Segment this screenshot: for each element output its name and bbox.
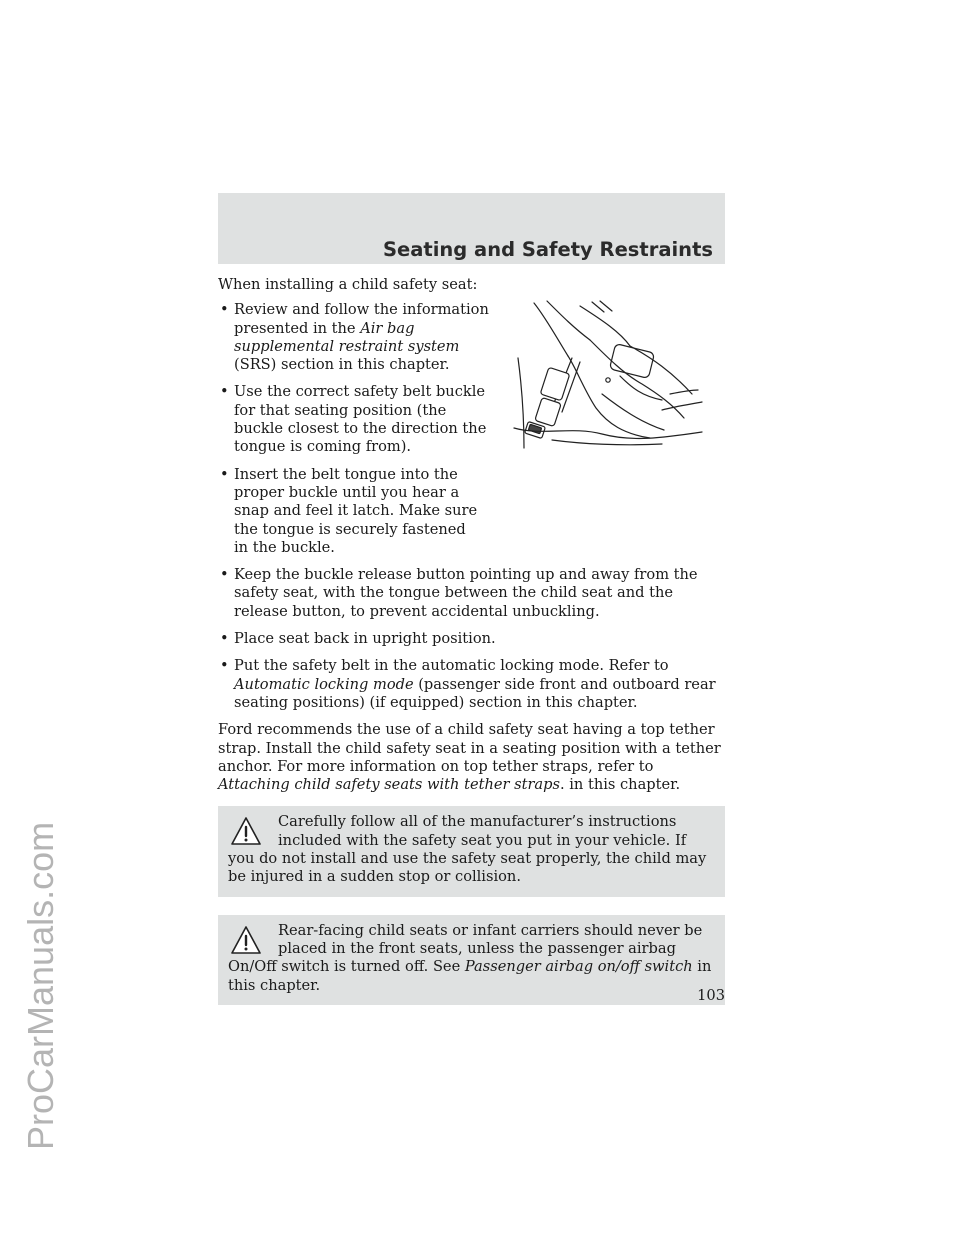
airbag-switch-reference: Passenger airbag on/off switch xyxy=(464,958,693,976)
watermark-text: ProCarManuals.com xyxy=(20,821,61,1150)
warning-box: Rear-facing child seats or infant carriers should never be placed in the front seats, unless the passenger airbag On/Off switch is turned off. See Passenger airbag on/off switch in this chapter. xyxy=(218,915,725,1005)
srs-section-reference: Air bag supplemental restraint system xyxy=(234,319,460,355)
intro-text: When installing a child safety seat: xyxy=(218,276,478,293)
warning-triangle-icon xyxy=(230,925,262,955)
warning-box xyxy=(218,806,725,896)
installation-steps-list xyxy=(218,301,725,712)
locking-mode-reference: Automatic locking mode xyxy=(234,675,414,693)
section-header xyxy=(218,193,725,264)
list-item: • Keep the buckle release button pointing up and away from the safety seat, with the tongue between the child seat and the release button, to prevent accidental unbuckling. xyxy=(218,566,725,621)
section-title: Seating and Safety Restraints xyxy=(382,238,713,261)
warning-triangle-icon xyxy=(230,816,262,846)
list-item: • Put the safety belt in the automatic locking mode. Refer to Automatic locking mode (passenger side front and outboard rear seating positions) (if equipped) section in this chapter. xyxy=(218,657,725,712)
list-item: • Place seat back in upright position. xyxy=(218,630,725,648)
list-item: • Use the correct safety belt buckle for that seating position (the buckle closest to the direction the tongue is coming from). xyxy=(218,383,494,456)
page-number: 103 xyxy=(697,987,725,1004)
page-content xyxy=(218,276,725,1023)
tether-section-reference: Attaching child safety seats with tether straps xyxy=(218,776,560,794)
tether-paragraph: Ford recommends the use of a child safety seat having a top tether strap. Install the child safety seat in a seating position with a tether anchor. For more information on top tether straps, refer to Attaching child safety seats with tether straps. in this chapter. xyxy=(218,721,721,794)
warning-text: Carefully follow all of the manufacturer’s instructions included with the safety seat you put in your vehicle. If you do not install and use the safety seat properly, the child may be injured in a sudden stop or collision. xyxy=(228,813,707,886)
list-item: • Review and follow the information presented in the Air bag supplemental restraint system (SRS) section in this chapter. xyxy=(218,301,494,374)
list-item: • Insert the belt tongue into the proper buckle until you hear a snap and feel it latch. Make sure the tongue is securely fastened in the buckle. xyxy=(218,466,725,557)
watermark xyxy=(8,0,68,1242)
